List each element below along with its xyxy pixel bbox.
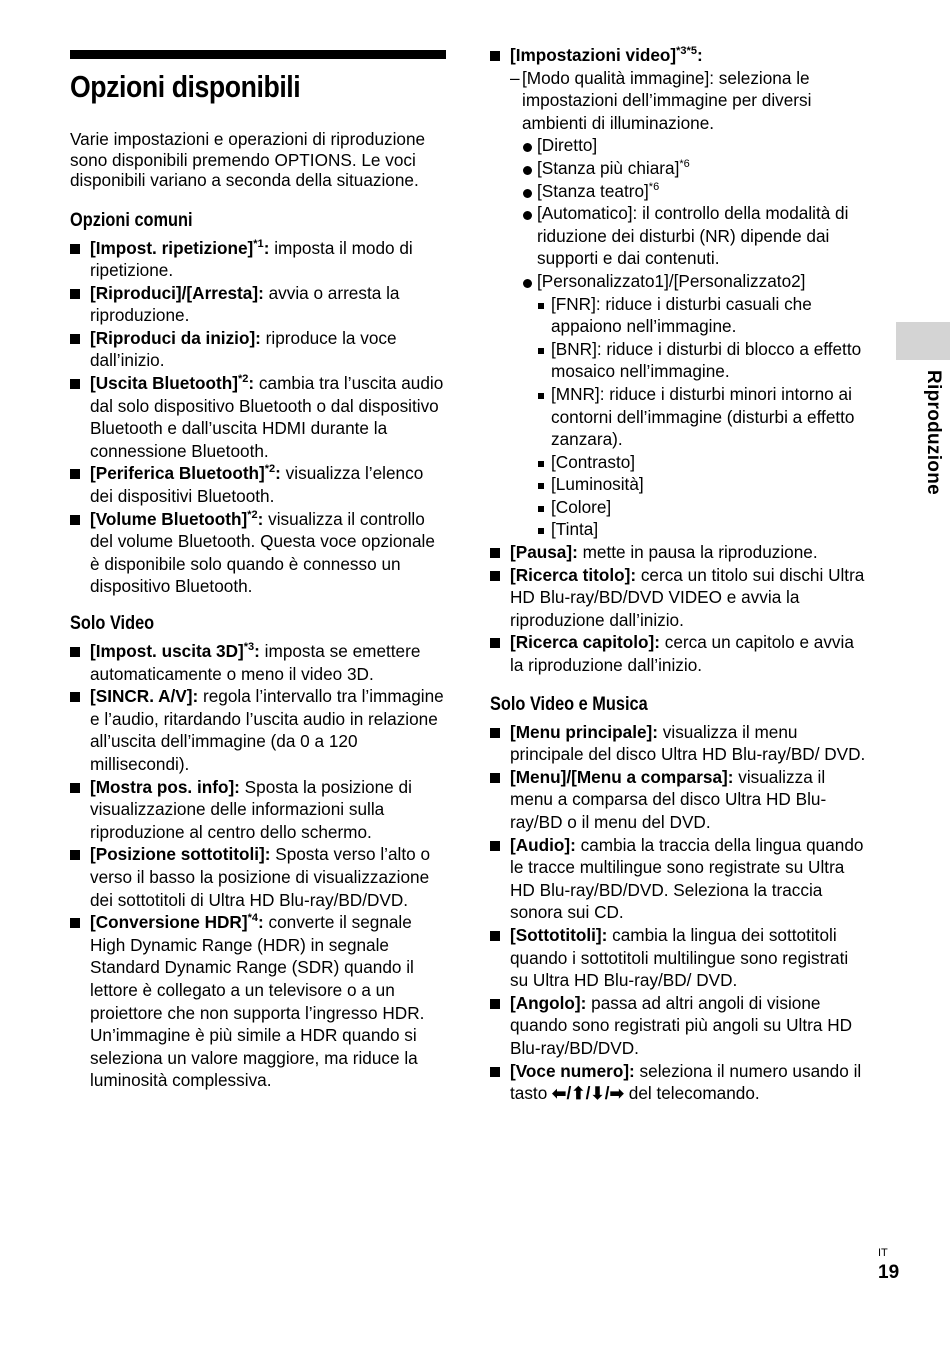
item-text: cerca un titolo sui dischi Ultra HD Blu-ray/BD/DVD VIDEO e avvia la riproduzione dall’inizio.: [510, 564, 865, 630]
item-label: [Voce numero]:: [510, 1060, 635, 1081]
list-item: [522, 134, 870, 157]
item-label: [Mostra pos. info]:: [90, 776, 240, 797]
item-label: [Audio]:: [510, 834, 576, 855]
item-label: [Sottotitoli]:: [510, 924, 608, 945]
list-item: [70, 327, 446, 372]
option-text: [Stanza più chiara]: [537, 157, 680, 178]
item-text: regola l’intervallo tra l’immagine e l’audio, ritardando l’uscita audio in relazione all’uscita dell’immagine (da 0 a 120 millisecondi).: [90, 686, 444, 774]
footnote-ref: *3*5: [676, 45, 697, 57]
list-item: [70, 843, 446, 911]
picture-mode-options: [522, 134, 870, 541]
item-label: [Conversione HDR]: [90, 912, 248, 933]
list-item: [70, 282, 446, 327]
list-item: [522, 157, 870, 180]
arrow-keys-icon: ⬅/⬆/⬇/➡: [552, 1083, 624, 1104]
item-colon: :: [696, 45, 703, 65]
list-item: [MNR]: riduce i disturbi minori intorno ai contorni dell’immagine (disturbi a effetto zanzara).: [537, 383, 870, 451]
option-text: [Personalizzato1]/[Personalizzato2]: [537, 270, 806, 291]
list-item: [70, 911, 446, 1092]
item-text: visualizza il menu principale del disco Ultra HD Blu-ray/BD/ DVD.: [510, 721, 866, 765]
list-item: [490, 924, 870, 992]
list-item: [Contrasto]: [537, 451, 870, 474]
list-item: [490, 541, 870, 564]
list-item: [70, 462, 446, 507]
item-label: [Ricerca titolo]:: [510, 564, 637, 585]
video-options-list: [70, 640, 446, 1092]
item-text: visualizza l’elenco dei dispositivi Bluetooth.: [90, 463, 424, 507]
item-label: [Menu principale]:: [510, 721, 659, 742]
item-text: cerca un capitolo e avvia la riproduzione dall’inizio.: [510, 632, 854, 676]
option-text: [Automatico]: il controllo della modalità di riduzione dei disturbi (NR) dipende dai supporti e dai contenuti.: [537, 203, 849, 269]
title-rule: [70, 50, 446, 59]
item-text: cambia la traccia della lingua quando le tracce multilingue sono registrate su Ultra HD Blu-ray/BD/DVD. Seleziona la traccia sonora sui CD.: [510, 834, 864, 923]
item-text: imposta se emettere automaticamente o meno il video 3D.: [90, 641, 421, 684]
item-text: visualizza il controllo del volume Bluetooth. Questa voce opzionale è disponibile solo quando è connesso un dispositivo Bluetooth.: [90, 508, 435, 597]
item-colon: :: [275, 463, 281, 484]
footnote-ref: *2: [247, 508, 258, 521]
list-item: [Luminosità]: [537, 473, 870, 496]
footnote-ref: *2: [264, 463, 276, 476]
list-item: [490, 631, 870, 676]
intro-paragraph: Varie impostazioni e operazioni di riproduzione sono disponibili premendo OPTIONS. Le voci disponibili variano a seconda della situazione.: [70, 129, 426, 190]
list-item: [522, 180, 870, 203]
list-item: [490, 834, 870, 924]
footnote-ref: *2: [238, 373, 249, 386]
item-text: passa ad altri angoli di visione quando sono registrati più angoli su Ultra HD Blu-ray/BD/DVD.: [510, 992, 853, 1058]
item-text: cambia tra l’uscita audio dal solo dispositivo Bluetooth o dal dispositivo Bluetooth e dall’uscita HDMI durante la connessione Bluetooth.: [90, 373, 444, 461]
list-item: [BNR]: riduce i disturbi di blocco a effetto mosaico nell’immagine.: [537, 338, 870, 383]
item-label: [Posizione sottotitoli]:: [90, 844, 271, 865]
item-colon: :: [257, 912, 264, 933]
list-item: [Colore]: [537, 496, 870, 519]
item-text: Sposta verso l’alto o verso il basso la posizione di visualizzazione dei sottotitoli di Ultra HD Blu-ray/BD/DVD.: [90, 844, 430, 910]
left-column: [70, 50, 446, 1106]
list-item: [70, 508, 446, 598]
item-colon: :: [257, 508, 264, 529]
item-text: imposta il modo di ripetizione.: [90, 237, 413, 281]
footnote-ref: *1: [253, 237, 264, 250]
item-text: avvia o arresta la riproduzione.: [90, 282, 400, 326]
right-column: [490, 44, 870, 1119]
item-text: converte il segnale High Dynamic Range (HDR) in segnale Standard Dynamic Range (SDR) quando il lettore è collegato a un televisore o a un proiettore che non supporta l’ingresso HDR. Un’immagine è più simile a HDR quando si seleziona un valore maggiore, ma riduce la luminosità complessiva.: [90, 912, 425, 1091]
common-options-list: [70, 237, 446, 599]
page-number: 19: [878, 1262, 900, 1283]
item-label: [Impostazioni video]: [510, 45, 677, 65]
picture-quality-mode-entry: [510, 67, 870, 541]
video-more-options-list: [490, 541, 870, 677]
custom-settings-list: [537, 293, 870, 542]
item-text: mette in pausa la riproduzione.: [577, 542, 818, 563]
list-item: [490, 766, 870, 834]
page-title: Opzioni disponibili: [70, 69, 301, 104]
item-label: [Menu]/[Menu a comparsa]:: [510, 766, 734, 787]
option-text: [Stanza teatro]: [537, 180, 649, 201]
item-label: [Ricerca capitolo]:: [510, 632, 660, 653]
option-text: [Diretto]: [537, 135, 598, 156]
side-tab-label: Riproduzione: [923, 370, 944, 495]
list-item: [Tinta]: [537, 518, 870, 541]
item-colon: :: [254, 641, 260, 661]
list-item: [522, 202, 870, 270]
list-item: [70, 372, 446, 462]
video-music-options-list: [490, 721, 870, 1105]
item-label: [Volume Bluetooth]: [90, 508, 248, 529]
item-text: riproduce la voce dall’inizio.: [90, 327, 397, 371]
item-label: [Uscita Bluetooth]: [90, 373, 238, 394]
item-label: [Impost. uscita 3D]: [90, 641, 244, 661]
list-item: [490, 992, 870, 1060]
item-text: visualizza il menu a comparsa del disco Ultra HD Blu-ray/BD o il menu del DVD.: [510, 766, 827, 832]
list-item: [70, 685, 446, 775]
footnote-ref: *6: [679, 157, 690, 170]
list-item: [70, 640, 446, 685]
list-item: [70, 237, 446, 282]
item-label: [Riproduci da inizio]:: [90, 327, 261, 348]
list-item: [490, 564, 870, 632]
footnote-ref: *4: [247, 912, 258, 925]
item-colon: :: [263, 237, 270, 258]
item-label: [Pausa]:: [510, 542, 578, 563]
section-heading-common: Opzioni comuni: [70, 209, 193, 231]
list-item: [FNR]: riduce i disturbi casuali che appaiono nell’immagine.: [537, 293, 870, 338]
item-text: seleziona il numero usando il tasto: [510, 1060, 862, 1104]
item-label: [Riproduci]/[Arresta]:: [90, 282, 264, 303]
side-tab-marker: [896, 322, 950, 360]
picture-quality-mode-text: [Modo qualità immagine]: seleziona le impostazioni dell’immagine per diversi ambienti di illuminazione.: [522, 67, 812, 133]
section-heading-video-music: Solo Video e Musica: [490, 693, 648, 715]
language-code: IT: [878, 1247, 888, 1259]
item-label: [Periferica Bluetooth]: [90, 463, 265, 484]
item-text: Sposta la posizione di visualizzazione delle informazioni sulla riproduzione al centro dello schermo.: [90, 776, 412, 842]
list-item: [490, 721, 870, 766]
item-colon: :: [248, 373, 255, 394]
list-item: [70, 776, 446, 844]
item-label: [Impost. ripetizione]: [90, 237, 254, 258]
footnote-ref: *3: [243, 641, 255, 653]
item-label: [Angolo]:: [510, 992, 587, 1013]
section-heading-video: Solo Video: [70, 613, 155, 634]
item-text: del telecomando.: [623, 1083, 760, 1104]
item-label: [SINCR. A/V]:: [90, 686, 199, 707]
video-settings-list: [490, 44, 870, 541]
list-item: [490, 1060, 870, 1105]
footnote-ref: *6: [648, 180, 660, 193]
list-item-video-settings: [490, 44, 870, 541]
list-item: [522, 270, 870, 541]
item-text: cambia la lingua dei sottotitoli quando i sottotitoli multilingue sono registrati su Ultra HD Blu-ray/BD/ DVD.: [510, 924, 849, 991]
